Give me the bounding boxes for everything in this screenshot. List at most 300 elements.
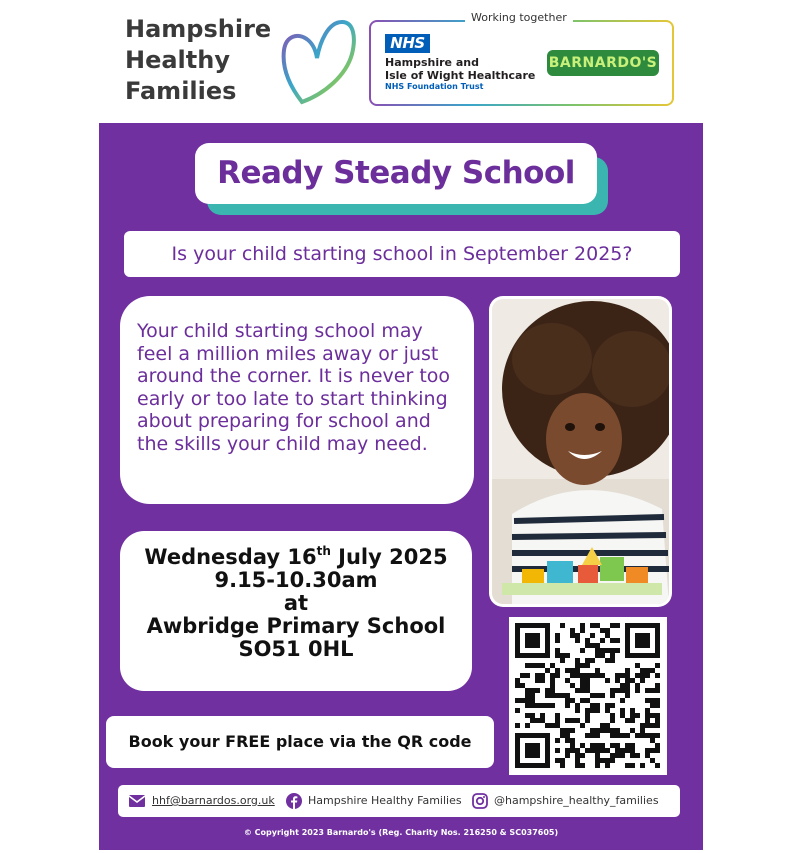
qr-module	[550, 663, 555, 668]
qr-module	[565, 733, 570, 738]
qr-module	[570, 628, 575, 633]
qr-module	[610, 728, 615, 733]
qr-module	[595, 623, 600, 628]
instagram-contact[interactable]	[472, 785, 659, 817]
qr-module	[635, 638, 640, 643]
qr-module	[605, 678, 610, 683]
qr-module	[595, 673, 600, 678]
qr-module	[580, 673, 585, 678]
qr-module	[590, 673, 595, 678]
qr-module	[565, 668, 570, 673]
qr-module	[580, 623, 585, 628]
poster-title: Ready Steady School	[195, 143, 597, 204]
qr-module	[605, 648, 610, 653]
qr-module	[610, 758, 615, 763]
qr-module	[600, 723, 605, 728]
qr-module	[540, 673, 545, 678]
qr-module	[610, 653, 615, 658]
qr-module	[560, 758, 565, 763]
qr-module	[620, 748, 625, 753]
qr-module	[640, 633, 645, 638]
qr-module	[595, 703, 600, 708]
qr-module	[585, 673, 590, 678]
qr-module	[580, 723, 585, 728]
qr-module	[515, 643, 520, 648]
qr-module	[630, 678, 635, 683]
qr-module	[610, 753, 615, 758]
qr-module	[650, 668, 655, 673]
qr-module	[555, 653, 560, 658]
copyright-notice: © Copyright 2023 Barnardo's (Reg. Charity Nos. 216250 & SC037605)	[243, 828, 559, 837]
qr-module	[645, 748, 650, 753]
qr-module	[655, 648, 660, 653]
qr-module	[600, 693, 605, 698]
qr-module	[535, 748, 540, 753]
qr-module	[625, 668, 630, 673]
qr-module	[535, 663, 540, 668]
qr-module	[535, 673, 540, 678]
qr-module	[525, 748, 530, 753]
qr-module	[550, 673, 555, 678]
qr-module	[585, 698, 590, 703]
qr-module	[515, 748, 520, 753]
qr-module	[565, 653, 570, 658]
qr-module	[630, 713, 635, 718]
qr-module	[620, 673, 625, 678]
qr-module	[535, 678, 540, 683]
qr-module	[535, 753, 540, 758]
qr-module	[545, 648, 550, 653]
qr-module	[560, 653, 565, 658]
qr-module	[530, 713, 535, 718]
qr-module	[635, 753, 640, 758]
qr-module	[600, 648, 605, 653]
qr-module	[645, 708, 650, 713]
qr-module	[530, 633, 535, 638]
qr-module	[530, 623, 535, 628]
qr-module	[640, 678, 645, 683]
qr-module	[610, 648, 615, 653]
qr-module	[605, 708, 610, 713]
qr-module	[570, 743, 575, 748]
qr-module	[585, 748, 590, 753]
qr-module	[635, 633, 640, 638]
qr-module	[535, 733, 540, 738]
qr-module	[540, 653, 545, 658]
qr-module	[645, 688, 650, 693]
qr-module	[530, 688, 535, 693]
qr-module	[655, 718, 660, 723]
qr-module	[640, 763, 645, 768]
qr-module	[555, 668, 560, 673]
qr-module	[575, 763, 580, 768]
qr-module	[610, 718, 615, 723]
qr-module	[555, 638, 560, 643]
qr-module	[625, 688, 630, 693]
qr-module	[655, 643, 660, 648]
qr-module	[545, 748, 550, 753]
qr-module	[555, 738, 560, 743]
trust-subtitle: NHS Foundation Trust	[385, 82, 484, 91]
qr-module	[650, 698, 655, 703]
qr-module	[545, 733, 550, 738]
qr-module	[545, 738, 550, 743]
qr-module	[555, 723, 560, 728]
qr-module	[645, 723, 650, 728]
qr-module	[625, 623, 630, 628]
qr-module	[580, 678, 585, 683]
qr-module	[535, 623, 540, 628]
qr-module	[525, 653, 530, 658]
qr-module	[630, 763, 635, 768]
qr-module	[570, 633, 575, 638]
qr-module	[600, 673, 605, 678]
qr-module	[515, 698, 520, 703]
qr-module	[565, 718, 570, 723]
email-link[interactable]: hhf@barnardos.org.uk	[152, 794, 275, 807]
qr-module	[545, 758, 550, 763]
qr-module	[615, 733, 620, 738]
qr-module	[575, 688, 580, 693]
qr-module	[655, 663, 660, 668]
qr-module	[625, 683, 630, 688]
booking-call-to-action: Book your FREE place via the QR code	[106, 716, 494, 768]
qr-module	[590, 703, 595, 708]
qr-module	[570, 683, 575, 688]
qr-module	[515, 723, 520, 728]
qr-module	[580, 628, 585, 633]
qr-module	[595, 763, 600, 768]
qr-module	[610, 743, 615, 748]
qr-module	[535, 718, 540, 723]
qr-module	[650, 688, 655, 693]
qr-module	[635, 683, 640, 688]
qr-module	[625, 643, 630, 648]
qr-module	[585, 683, 590, 688]
qr-module	[550, 723, 555, 728]
qr-module	[515, 753, 520, 758]
qr-module	[655, 698, 660, 703]
qr-module	[635, 713, 640, 718]
qr-module	[645, 673, 650, 678]
question-banner: Is your child starting school in September 2025?	[124, 231, 680, 277]
qr-module	[650, 748, 655, 753]
qr-module	[545, 753, 550, 758]
qr-module	[645, 633, 650, 638]
qr-module	[515, 653, 520, 658]
qr-module	[575, 673, 580, 678]
qr-module	[655, 673, 660, 678]
qr-module	[570, 673, 575, 678]
qr-module	[580, 743, 585, 748]
qr-module	[540, 703, 545, 708]
qr-module	[570, 698, 575, 703]
qr-module	[640, 723, 645, 728]
qr-module	[540, 663, 545, 668]
event-day: Wednesday 16	[144, 545, 317, 569]
qr-module	[625, 633, 630, 638]
qr-module	[595, 753, 600, 758]
qr-module	[525, 673, 530, 678]
qr-module	[595, 693, 600, 698]
qr-module	[575, 753, 580, 758]
event-date	[120, 546, 472, 569]
qr-code[interactable]	[509, 617, 667, 775]
qr-module	[635, 653, 640, 658]
qr-module	[530, 653, 535, 658]
trust-name	[385, 56, 545, 82]
qr-module	[655, 748, 660, 753]
qr-module	[520, 763, 525, 768]
qr-module	[610, 703, 615, 708]
qr-module	[590, 643, 595, 648]
qr-module	[540, 623, 545, 628]
qr-module	[545, 693, 550, 698]
qr-module	[540, 678, 545, 683]
qr-module	[530, 698, 535, 703]
qr-module	[530, 643, 535, 648]
qr-module	[630, 743, 635, 748]
qr-module	[545, 763, 550, 768]
booking-qr-code[interactable]	[509, 617, 667, 775]
event-time: 9.15-10.30am	[214, 568, 378, 592]
qr-module	[575, 663, 580, 668]
qr-module	[640, 643, 645, 648]
qr-module	[570, 748, 575, 753]
facebook-contact[interactable]	[286, 785, 462, 817]
qr-module	[630, 748, 635, 753]
qr-module	[580, 753, 585, 758]
qr-module	[645, 623, 650, 628]
qr-module	[525, 698, 530, 703]
qr-module	[610, 688, 615, 693]
qr-module	[625, 673, 630, 678]
qr-module	[625, 628, 630, 633]
qr-module	[515, 633, 520, 638]
qr-module	[630, 623, 635, 628]
qr-module	[515, 708, 520, 713]
qr-module	[525, 703, 530, 708]
qr-module	[650, 758, 655, 763]
qr-module	[615, 673, 620, 678]
qr-module	[595, 668, 600, 673]
qr-module	[535, 703, 540, 708]
qr-module	[605, 748, 610, 753]
qr-module	[630, 653, 635, 658]
qr-module	[655, 688, 660, 693]
qr-module	[525, 638, 530, 643]
qr-module	[630, 753, 635, 758]
qr-module	[555, 633, 560, 638]
qr-module	[525, 643, 530, 648]
qr-module	[585, 678, 590, 683]
qr-module	[545, 668, 550, 673]
qr-module	[525, 713, 530, 718]
qr-module	[640, 638, 645, 643]
qr-module	[640, 733, 645, 738]
qr-module	[545, 703, 550, 708]
qr-module	[620, 713, 625, 718]
qr-module	[600, 758, 605, 763]
qr-module	[515, 743, 520, 748]
intro-text-box	[120, 296, 474, 504]
qr-module	[620, 688, 625, 693]
working-together-label: Working together	[465, 11, 573, 25]
qr-module	[605, 758, 610, 763]
qr-module	[625, 748, 630, 753]
qr-module	[530, 638, 535, 643]
qr-module	[595, 708, 600, 713]
event-venue: Awbridge Primary School	[146, 614, 446, 638]
qr-module	[525, 633, 530, 638]
trust-name-line: Hampshire and	[385, 56, 479, 69]
qr-module	[645, 733, 650, 738]
qr-module	[545, 623, 550, 628]
qr-module	[635, 673, 640, 678]
qr-module	[575, 658, 580, 663]
qr-module	[620, 733, 625, 738]
qr-module	[560, 658, 565, 663]
qr-module	[585, 708, 590, 713]
qr-module	[605, 658, 610, 663]
qr-module	[585, 638, 590, 643]
qr-module	[530, 763, 535, 768]
qr-module	[530, 753, 535, 758]
qr-module	[575, 708, 580, 713]
facebook-label[interactable]: Hampshire Healthy Families	[308, 794, 462, 807]
qr-module	[650, 653, 655, 658]
qr-module	[565, 738, 570, 743]
qr-module	[575, 758, 580, 763]
qr-module	[580, 763, 585, 768]
qr-module	[605, 703, 610, 708]
qr-module	[610, 693, 615, 698]
qr-module	[610, 713, 615, 718]
qr-module	[545, 688, 550, 693]
qr-module	[620, 683, 625, 688]
qr-module	[515, 763, 520, 768]
qr-module	[595, 643, 600, 648]
qr-module	[530, 718, 535, 723]
qr-module	[615, 748, 620, 753]
qr-module	[575, 718, 580, 723]
qr-module	[600, 638, 605, 643]
qr-module	[560, 728, 565, 733]
qr-module	[575, 703, 580, 708]
qr-module	[645, 643, 650, 648]
event-at: at	[283, 591, 309, 615]
brand-line: Hampshire	[125, 15, 272, 43]
intro-text: Your child starting school may feel a million miles away or just around the corner. It is never too early or too late to start thinking about preparing for school and the skills your child may need.	[137, 320, 451, 455]
qr-module	[630, 718, 635, 723]
qr-module	[655, 713, 660, 718]
qr-module	[645, 668, 650, 673]
qr-module	[605, 633, 610, 638]
qr-module	[540, 763, 545, 768]
qr-module	[595, 743, 600, 748]
qr-module	[595, 733, 600, 738]
instagram-icon	[472, 793, 488, 809]
qr-module	[655, 733, 660, 738]
qr-module	[570, 718, 575, 723]
qr-module	[555, 748, 560, 753]
qr-module	[635, 688, 640, 693]
qr-module	[615, 648, 620, 653]
qr-module	[590, 623, 595, 628]
heart-logo-icon	[280, 14, 358, 106]
barnardos-logo: BARNARDO'S	[547, 50, 659, 76]
qr-module	[550, 693, 555, 698]
qr-module	[530, 748, 535, 753]
qr-module	[550, 683, 555, 688]
qr-module	[630, 708, 635, 713]
qr-module	[655, 743, 660, 748]
qr-module	[590, 658, 595, 663]
qr-module	[565, 748, 570, 753]
qr-module	[585, 688, 590, 693]
qr-module	[575, 633, 580, 638]
qr-module	[545, 628, 550, 633]
qr-module	[515, 683, 520, 688]
qr-module	[525, 693, 530, 698]
qr-module	[600, 743, 605, 748]
qr-module	[650, 733, 655, 738]
qr-module	[595, 653, 600, 658]
qr-module	[590, 733, 595, 738]
qr-module	[585, 663, 590, 668]
qr-module	[625, 718, 630, 723]
qr-module	[600, 748, 605, 753]
instagram-handle[interactable]: @hampshire_healthy_families	[494, 794, 659, 807]
qr-module	[605, 763, 610, 768]
qr-module	[580, 698, 585, 703]
qr-module	[555, 713, 560, 718]
qr-module	[600, 728, 605, 733]
qr-module	[640, 623, 645, 628]
qr-module	[610, 658, 615, 663]
qr-module	[560, 733, 565, 738]
qr-module	[625, 743, 630, 748]
qr-module	[515, 758, 520, 763]
qr-module	[520, 733, 525, 738]
qr-module	[615, 743, 620, 748]
qr-module	[615, 728, 620, 733]
qr-module	[580, 663, 585, 668]
email-contact[interactable]	[128, 785, 275, 817]
qr-module	[545, 638, 550, 643]
qr-module	[605, 628, 610, 633]
qr-module	[515, 678, 520, 683]
qr-module	[515, 638, 520, 643]
qr-module	[615, 753, 620, 758]
qr-module	[535, 743, 540, 748]
qr-module	[640, 728, 645, 733]
qr-module	[540, 733, 545, 738]
qr-module	[625, 678, 630, 683]
qr-module	[655, 628, 660, 633]
qr-module	[570, 728, 575, 733]
qr-module	[575, 668, 580, 673]
qr-module	[570, 738, 575, 743]
qr-module	[655, 723, 660, 728]
qr-module	[520, 698, 525, 703]
qr-module	[525, 763, 530, 768]
brand-line: Families	[125, 77, 237, 105]
qr-module	[595, 728, 600, 733]
qr-module	[570, 668, 575, 673]
qr-module	[535, 763, 540, 768]
qr-module	[635, 643, 640, 648]
